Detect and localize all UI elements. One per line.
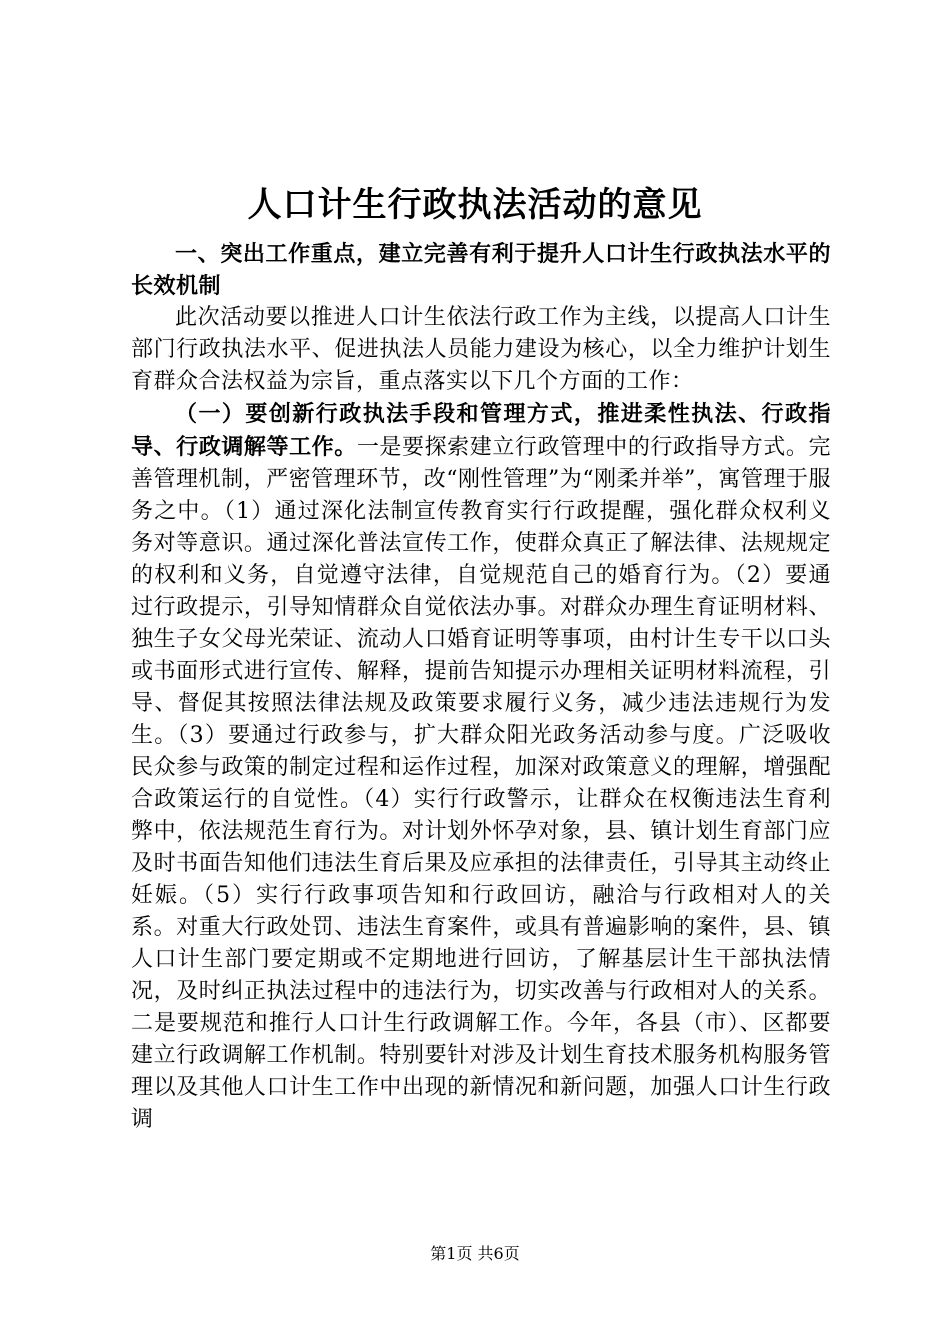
document-title: 人口计生行政执法活动的意见: [247, 185, 703, 225]
intro-paragraph: 此次活动要以推进人口计生依法行政工作为主线，以提高人口计生部门行政执法水平、促进执法人员能力建设为核心，以全力维护计划生育群众合法权益为宗旨，重点落实以下几个方面的工作：: [131, 305, 831, 394]
subsection-body: 一是要探索建立行政管理中的行政指导方式。完善管理机制，严密管理环节，改“刚性管理”为“刚柔并举”，寓管理于服务之中。（1）通过深化法制宣传教育实行行政提醒，强化群众权利义务对等意识。通过深化普法宣传工作，使群众真正了解法律、法规规定的权利和义务，自觉遵守法律，自觉规范自己的婚育行为。（2）要通过行政提示，引导知情群众自觉依法办事。对群众办理生育证明材料、独生子女父母光荣证、流动人口婚育证明等事项，由村计生专干以口头或书面形式进行宣传、解释，提前告知提示办理相关证明材料流程，引导、督促其按照法律法规及政策要求履行义务，减少违法违规行为发生。（3）要通过行政参与，扩大群众阳光政务活动参与度。广泛吸收民众参与政策的制定过程和运作过程，加深对政策意义的理解，增强配合政策运行的自觉性。（4）实行行政警示，让群众在权衡违法生育利弊中，依法规范生育行为。对计划外怀孕对象，县、镇计划生育部门应及时书面告知他们违法生育后果及应承担的法律责任，引导其主动终止妊娠。（5）实行行政事项告知和行政回访，融洽与行政相对人的关系。对重大行政处罚、违法生育案件，或具有普遍影响的案件，县、镇人口计生部门要定期或不定期地进行回访，了解基层计生干部执法情况，及时纠正执法过程中的违法行为，切实改善与行政相对人的关系。二是要规范和推行人口计生行政调解工作。今年，各县（市）、区都要建立行政调解工作机制。特别要针对涉及计划生育技术服务机构服务管理以及其他人口计生工作中出现的新情况和新问题，加强人口计生行政调: [131, 435, 831, 1132]
section-heading: 一、突出工作重点，建立完善有利于提升人口计生行政执法水平的长效机制: [131, 241, 831, 299]
subsection-heading: （一）要创新行政执法手段和管理方式，推进柔性执法、行政指导、行政调解等工作。: [131, 401, 831, 460]
subsection-paragraph: [131, 398, 831, 1136]
document-body: [131, 238, 831, 1136]
page-number: 第1页 共6页: [430, 1244, 520, 1263]
